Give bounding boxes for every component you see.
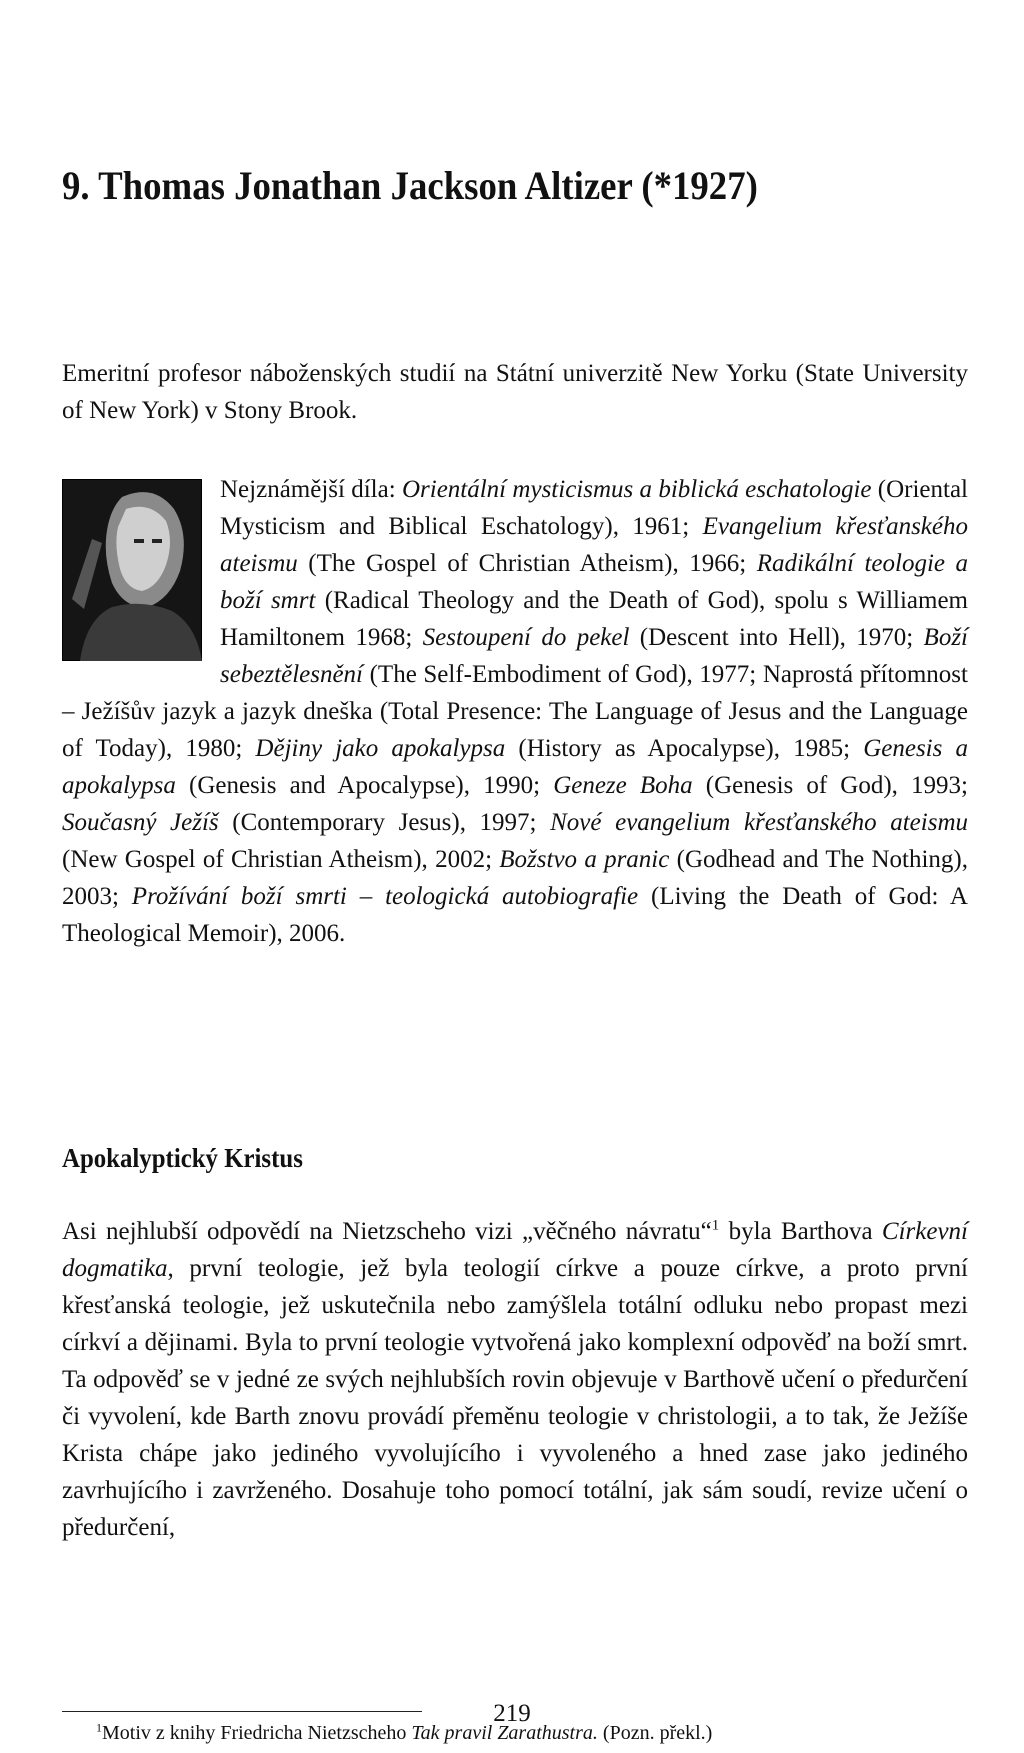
- footnote-book-title: Tak pravil Zarathustra.: [411, 1722, 598, 1744]
- body-paragraph: [62, 1213, 968, 1546]
- footnote-note: (Pozn. překl.): [597, 1722, 713, 1744]
- author-portrait: [62, 479, 202, 661]
- book-title: Genesis a apokalypsa: [62, 735, 968, 799]
- works-text-run: (Radical Theology and the Death of God), spolu s Williamem Hamiltonem 1968;: [220, 587, 968, 651]
- footnote-ref: 1: [711, 1217, 720, 1234]
- works-text-run: (Living the Death of God: A Theological Memoir), 2006.: [62, 883, 968, 947]
- book-title: Evangelium křesťanského ateismu: [220, 513, 969, 577]
- book-title: Boží sebeztělesnění: [220, 624, 968, 688]
- section-title: Apokalyptický Kristus: [62, 1143, 303, 1173]
- book-title: Orientální mysticismus a biblická eschatologie: [401, 476, 872, 503]
- book-title: Sestoupení do pekel: [422, 624, 630, 651]
- book-title: Geneze Boha: [553, 772, 693, 799]
- works-paragraph: [62, 471, 968, 952]
- works-text-run: Nejznámější díla:: [220, 476, 402, 503]
- book-title: Dějiny jako apokalypsa: [255, 735, 506, 762]
- works-text-run: (The Gospel of Christian Atheism), 1966;: [297, 550, 757, 577]
- body-text-run: Asi nejhlubší odpovědí na Nietzscheho vizi „věčného návratu“: [62, 1218, 712, 1245]
- works-text-run: (Godhead and The Nothing), 2003;: [62, 846, 969, 910]
- works-text-run: (The Self-Embodiment of God), 1977; Naprostá přítomnost – Ježíšův jazyk a jazyk dneška (Total Presence: The Language of Jesus and the Language of Today), 1980;: [62, 661, 968, 762]
- works-text-run: (Contemporary Jesus), 1997;: [218, 809, 551, 836]
- chapter-title: 9. Thomas Jonathan Jackson Altizer (*1927): [62, 163, 758, 208]
- author-intro: Emeritní profesor náboženských studií na Státní univerzitě New Yorku (State University of New York) v Stony Brook.: [62, 360, 968, 424]
- book-title: Církevní dogmatika: [62, 1218, 968, 1282]
- book-title: Prožívání boží smrti – teologická autobiografie: [131, 883, 639, 910]
- body-text-run: , první teologie, jež byla teologií církve a pouze církve, a proto první křesťanská teologie, jež uskutečnila nebo zamýšlela totální odluku nebo propast mezi církví a dějinami. Byla to první teologie vytvořená jako komplexní odpověď na boží smrt. Ta odpověď se v jedné ze svých nejhlubších rovin objevuje v Barthově učení o předurčení či vyvolení, kde Barth znovu provádí přeměnu teologie v christologii, a to tak, že Ježíše Krista chápe jako jediného vyvolujícího i vyvoleného a hned zase jako jediného zavrhujícího i zavrženého. Dosahuje toho pomocí totální, jak sám soudí, revize učení o předurčení,: [62, 1255, 968, 1541]
- works-text-run: (Genesis of God), 1993;: [692, 772, 968, 799]
- footnote-text: Motiv z knihy Friedricha Nietzscheho: [102, 1722, 412, 1744]
- works-text-run: (Genesis and Apocalypse), 1990;: [175, 772, 554, 799]
- page-number: 219: [493, 1700, 531, 1727]
- book-title: Radikální teologie a boží smrt: [220, 550, 968, 614]
- book-title: Současný Ježíš: [62, 809, 219, 836]
- footnote-marker: 1: [96, 1720, 102, 1735]
- book-title: Nové evangelium křesťanského ateismu: [550, 809, 968, 836]
- works-text-run: (History as Apocalypse), 1985;: [505, 735, 864, 762]
- works-text-run: (New Gospel of Christian Atheism), 2002;: [62, 846, 500, 873]
- works-text-run: (Oriental Mysticism and Biblical Eschatology), 1961;: [220, 476, 969, 540]
- body-text-run: byla Barthova: [719, 1218, 882, 1245]
- works-text-run: (Descent into Hell), 1970;: [629, 624, 924, 651]
- book-title: Božstvo a pranic: [499, 846, 670, 873]
